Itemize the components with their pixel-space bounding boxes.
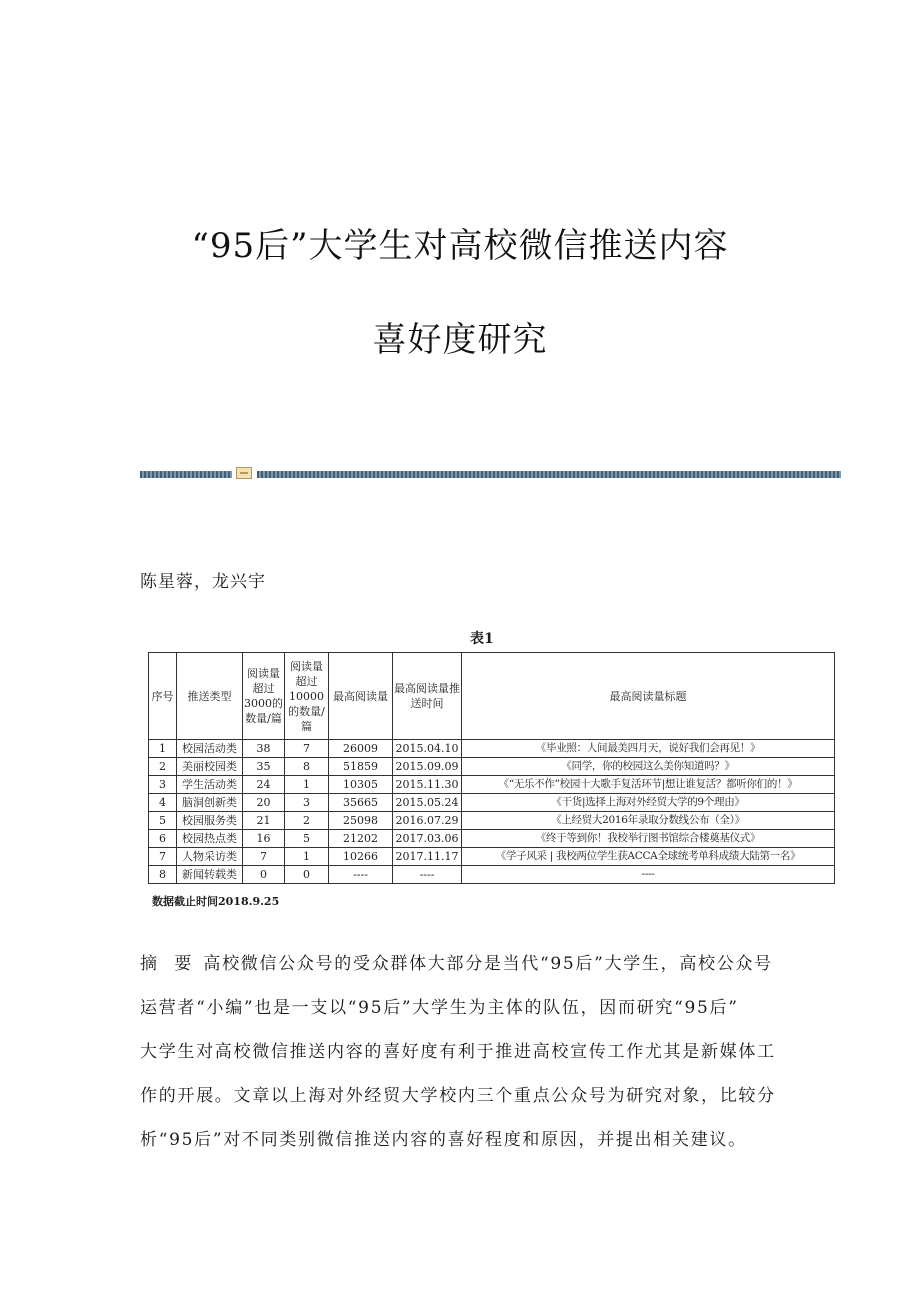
header-over-10000: 阅读量超过10000的数量/篇 xyxy=(285,653,329,740)
cell-title: 《毕业照：人间最美四月天，说好我们会再见！》 xyxy=(462,740,835,758)
cell-over-10000: 1 xyxy=(285,848,329,866)
table-row xyxy=(149,830,835,848)
abstract-line: 大学生对高校微信推送内容的喜好度有利于推进高校宣传工作尤其是新媒体工 xyxy=(140,1042,776,1062)
table-caption: 表1 xyxy=(470,631,494,647)
cell-type: 校园活动类 xyxy=(177,740,243,758)
table-row xyxy=(149,740,835,758)
cell-max-reads: ---- xyxy=(329,866,393,884)
header-over-3000: 阅读量超过3000的数量/篇 xyxy=(243,653,285,740)
cell-index: 2 xyxy=(149,758,177,776)
cell-over-3000: 38 xyxy=(243,740,285,758)
cell-type: 美丽校园类 xyxy=(177,758,243,776)
cell-over-3000: 24 xyxy=(243,776,285,794)
divider-ornament-icon xyxy=(236,467,252,479)
cell-title: 《同学，你的校园这么美你知道吗？》 xyxy=(462,758,835,776)
cell-over-10000: 2 xyxy=(285,812,329,830)
header-index: 序号 xyxy=(149,653,177,740)
cell-over-3000: 21 xyxy=(243,812,285,830)
cell-over-10000: 7 xyxy=(285,740,329,758)
cell-index: 7 xyxy=(149,848,177,866)
abstract-line xyxy=(140,942,780,986)
cell-type: 脑洞创新类 xyxy=(177,794,243,812)
cell-type: 校园服务类 xyxy=(177,812,243,830)
abstract-line: 作的开展。文章以上海对外经贸大学校内三个重点公众号为研究对象，比较分 xyxy=(140,1086,776,1106)
header-max-reads-date: 最高阅读量推送时间 xyxy=(393,653,462,740)
table-header-row xyxy=(149,653,835,740)
cell-max-reads: 10266 xyxy=(329,848,393,866)
cell-date: 2015.05.24 xyxy=(393,794,462,812)
cell-date: 2017.11.17 xyxy=(393,848,462,866)
abstract xyxy=(140,942,780,1162)
abstract-label: 摘 要 xyxy=(140,954,198,974)
header-type: 推送类型 xyxy=(177,653,243,740)
cell-over-10000: 1 xyxy=(285,776,329,794)
cell-date: 2015.09.09 xyxy=(393,758,462,776)
cell-max-reads: 51859 xyxy=(329,758,393,776)
table-row xyxy=(149,848,835,866)
table-row xyxy=(149,794,835,812)
cell-max-reads: 35665 xyxy=(329,794,393,812)
cell-title: 《终于等到你！我校举行图书馆综合楼奠基仪式》 xyxy=(462,830,835,848)
cell-title: 《干货|选择上海对外经贸大学的9个理由》 xyxy=(462,794,835,812)
cell-over-3000: 20 xyxy=(243,794,285,812)
authors: 陈星蓉，龙兴宇 xyxy=(140,572,266,592)
cell-type: 校园热点类 xyxy=(177,830,243,848)
cell-over-3000: 0 xyxy=(243,866,285,884)
table-row xyxy=(149,758,835,776)
cell-type: 学生活动类 xyxy=(177,776,243,794)
table-row xyxy=(149,812,835,830)
cell-over-3000: 16 xyxy=(243,830,285,848)
header-max-reads: 最高阅读量 xyxy=(329,653,393,740)
table-row xyxy=(149,866,835,884)
data-table xyxy=(148,652,835,884)
table-row xyxy=(149,776,835,794)
cell-title: 《上经贸大2016年录取分数线公布（全）》 xyxy=(462,812,835,830)
header-max-reads-title: 最高阅读量标题 xyxy=(462,653,835,740)
cell-date: ---- xyxy=(393,866,462,884)
cell-index: 3 xyxy=(149,776,177,794)
cell-date: 2017.03.06 xyxy=(393,830,462,848)
cell-over-10000: 8 xyxy=(285,758,329,776)
cell-over-10000: 0 xyxy=(285,866,329,884)
paper-title-line1: “95后”大学生对高校微信推送内容 xyxy=(191,226,729,266)
cell-title: 《“无乐不作”校园十大歌手复活环节|想让谁复活？都听你们的！》 xyxy=(462,776,835,794)
cell-index: 8 xyxy=(149,866,177,884)
paper-title-line2: 喜好度研究 xyxy=(372,320,548,360)
abstract-line: 析“95后”对不同类别微信推送内容的喜好程度和原因，并提出相关建议。 xyxy=(140,1130,747,1150)
cell-max-reads: 25098 xyxy=(329,812,393,830)
cell-index: 6 xyxy=(149,830,177,848)
cell-date: 2016.07.29 xyxy=(393,812,462,830)
cell-type: 新闻转载类 xyxy=(177,866,243,884)
cell-over-3000: 7 xyxy=(243,848,285,866)
cell-max-reads: 10305 xyxy=(329,776,393,794)
cell-index: 5 xyxy=(149,812,177,830)
abstract-line: 运营者“小编”也是一支以“95后”大学生为主体的队伍，因而研究“95后” xyxy=(140,998,739,1018)
abstract-text: 高校微信公众号的受众群体大部分是当代“95后”大学生，高校公众号 xyxy=(203,954,773,974)
cell-max-reads: 21202 xyxy=(329,830,393,848)
table-note: 数据截止时间2018.9.25 xyxy=(152,895,280,908)
cell-over-3000: 35 xyxy=(243,758,285,776)
divider-rule-left xyxy=(140,471,232,478)
cell-max-reads: 26009 xyxy=(329,740,393,758)
cell-index: 1 xyxy=(149,740,177,758)
divider-rule-right xyxy=(257,471,841,478)
cell-title: 《学子风采 | 我校两位学生获ACCA全球统考单科成绩大陆第一名》 xyxy=(462,848,835,866)
cell-over-10000: 3 xyxy=(285,794,329,812)
cell-date: 2015.04.10 xyxy=(393,740,462,758)
cell-index: 4 xyxy=(149,794,177,812)
cell-over-10000: 5 xyxy=(285,830,329,848)
cell-title: ---- xyxy=(462,866,835,884)
cell-type: 人物采访类 xyxy=(177,848,243,866)
cell-date: 2015.11.30 xyxy=(393,776,462,794)
